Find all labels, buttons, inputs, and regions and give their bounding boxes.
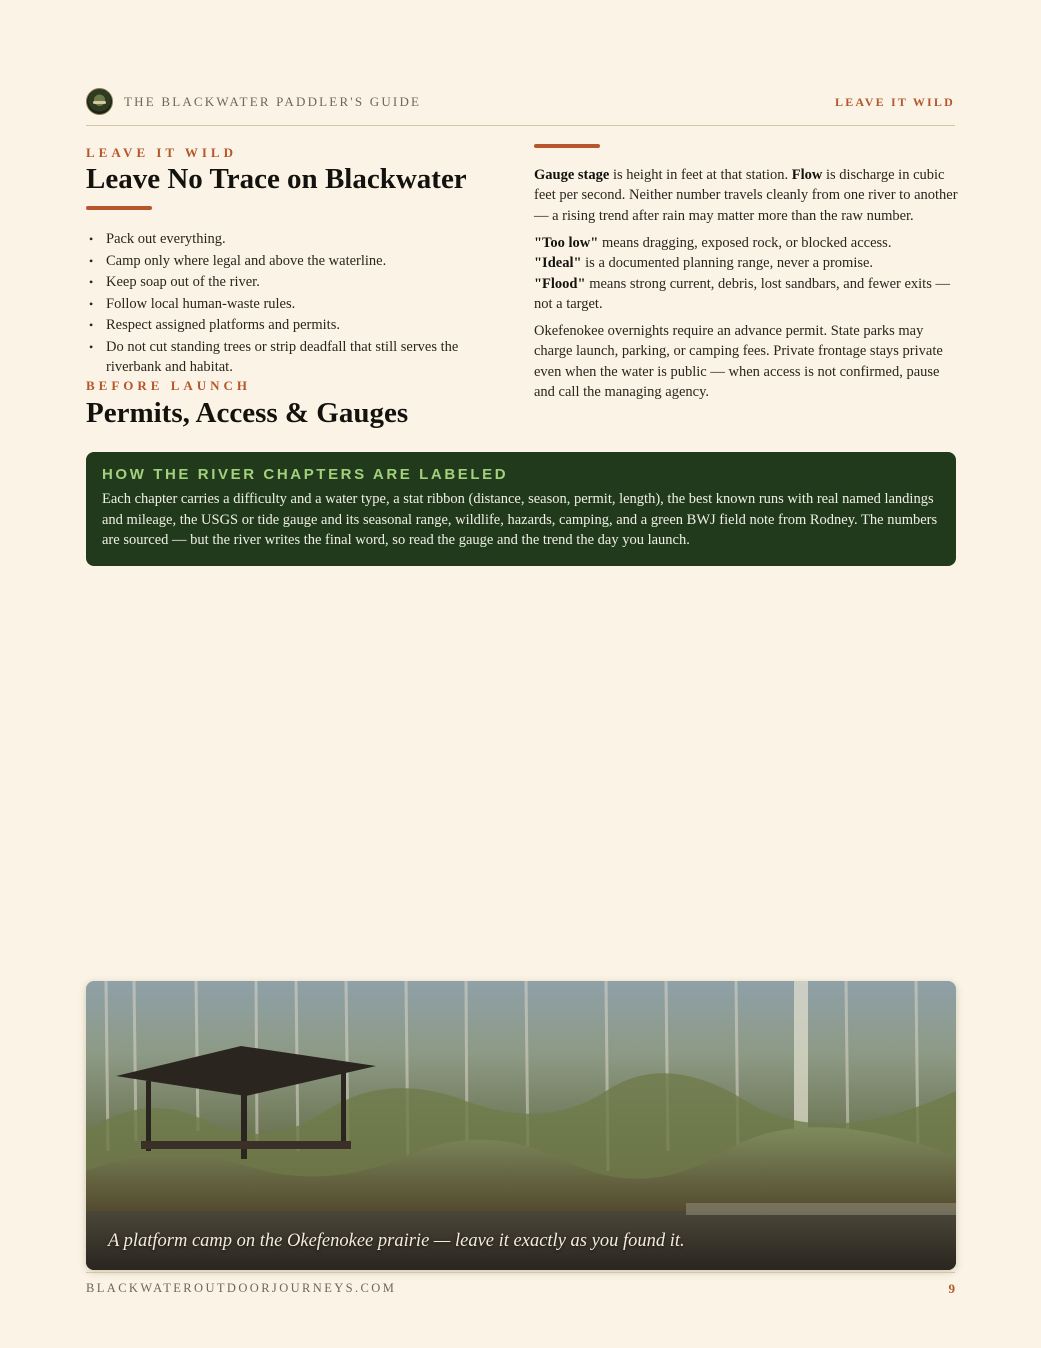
lnt-heading: Leave No Trace on Blackwater (86, 163, 467, 195)
swamp-scene-illustration (86, 981, 956, 1270)
too-low-term: "Too low" (534, 234, 599, 251)
permits-kicker: BEFORE LAUNCH (86, 378, 252, 393)
bwj-logo-icon (86, 88, 113, 115)
chapter-labels-callout (86, 452, 956, 566)
guide-title: THE BLACKWATER PADDLER'S GUIDE (124, 94, 422, 109)
site-url: BLACKWATEROUTDOORJOURNEYS.COM (86, 1281, 397, 1295)
flood-term: "Flood" (534, 275, 586, 292)
ideal-text: is a documented planning range, never a promise. (581, 255, 874, 272)
gauges-column (534, 165, 959, 409)
lnt-accent-rule (86, 206, 152, 210)
page-header (86, 88, 955, 126)
gauge-levels (534, 233, 959, 315)
header-section-label: LEAVE IT WILD (835, 95, 955, 109)
permits-paragraph: Okefenokee overnights require an advance permit. State parks may charge launch, parking, or camping fees. Private frontage stays private even when the water is public — when access is not confirmed, pause and call the managing agency. (534, 322, 943, 401)
callout-title: HOW THE RIVER CHAPTERS ARE LABELED (102, 466, 509, 483)
gauges-accent-rule (534, 144, 600, 148)
flood-text: means strong current, debris, lost sandbars, and fewer exits — not a target. (534, 275, 950, 312)
lnt-item: • Respect assigned platforms and permits. (86, 315, 506, 335)
flow-text: is discharge in cubic feet per second. Neither number travels cleanly from one river to another — a rising trend after rain may matter more than the raw number. (534, 167, 958, 224)
lnt-item: • Do not cut standing trees or strip deadfall that still serves the riverbank and habitat. (86, 337, 506, 377)
ideal-term: "Ideal" (534, 255, 582, 272)
permits-heading: Permits, Access & Gauges (86, 397, 409, 429)
gauge-stage-term: Gauge stage (534, 167, 610, 183)
page-number: 9 (948, 1281, 955, 1296)
lnt-item: • Pack out everything. (86, 229, 506, 249)
lnt-kicker: LEAVE IT WILD (86, 145, 237, 160)
lnt-item: • Keep soap out of the river. (86, 272, 506, 292)
lnt-list (86, 229, 506, 378)
lnt-item: • Follow local human-waste rules. (86, 294, 506, 314)
gauge-definitions (534, 165, 959, 226)
flow-term: Flow (791, 167, 823, 183)
lnt-item: • Camp only where legal and above the waterline. (86, 251, 506, 271)
photo-caption: A platform camp on the Okefenokee prairie — leave it exactly as you found it. (108, 1231, 685, 1251)
gauge-stage-text: is height in feet at that station. (609, 167, 792, 183)
too-low-text: means dragging, exposed rock, or blocked access. (598, 234, 892, 251)
swamp-platform-photo (86, 981, 956, 1270)
page-footer (86, 1272, 955, 1302)
callout-body: Each chapter carries a difficulty and a water type, a stat ribbon (distance, season, permit, length), the best known runs with real named landings and mileage, the USGS or tide gauge and its seasonal range, wildlife, hazards, camping, and a green BWJ field note from Rodney. The numbers are sourced — but the river writes the final word, so read the gauge and the trend the day you launch. (102, 491, 938, 549)
